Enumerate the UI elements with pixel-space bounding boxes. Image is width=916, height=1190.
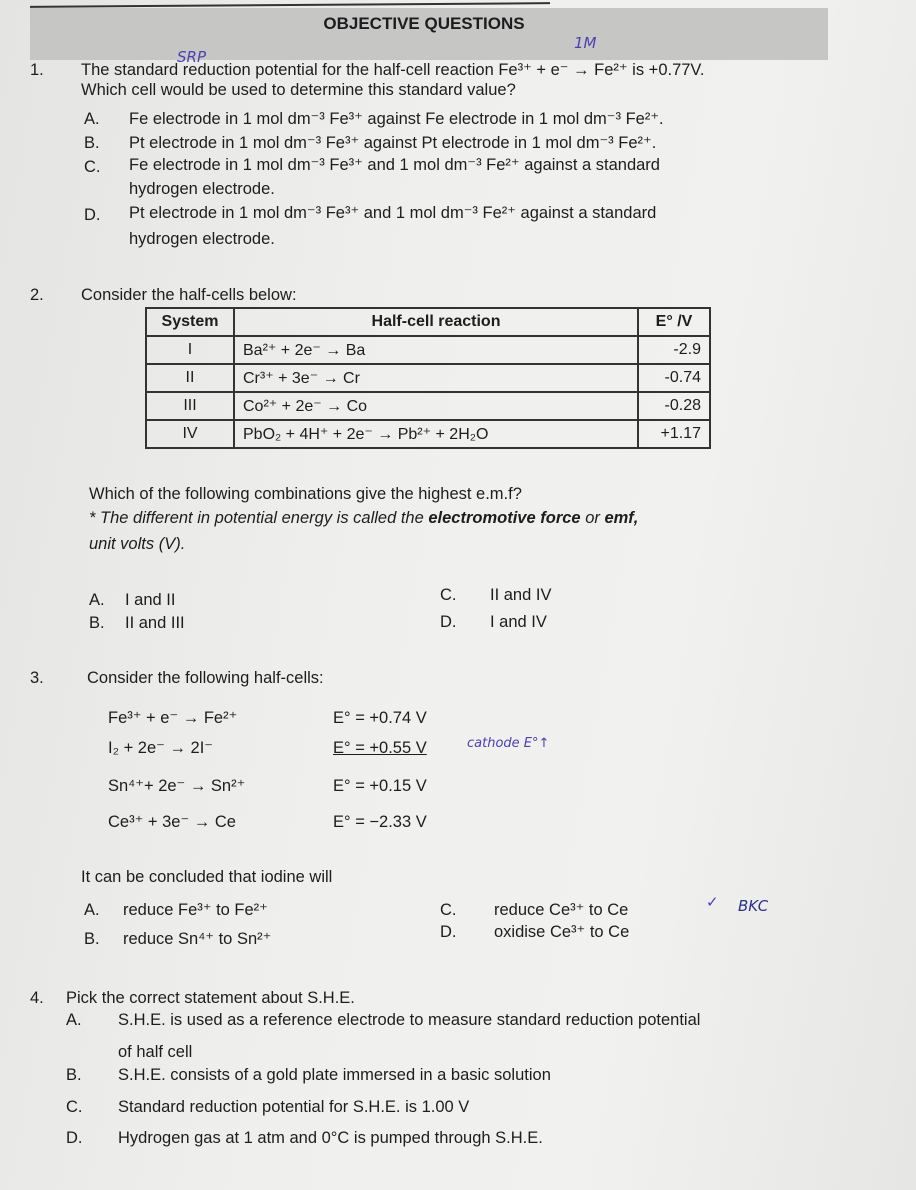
- q4-option-d: Hydrogen gas at 1 atm and 0°C is pumped through S.H.E.: [118, 1129, 543, 1147]
- q4-option-c-letter: C.: [66, 1098, 83, 1116]
- cell-system: III: [146, 392, 234, 420]
- note-text: * The different in potential energy is called the: [89, 509, 429, 527]
- handwritten-note-cathode: cathode E°↑: [467, 736, 550, 751]
- table-row: [146, 420, 710, 448]
- q3-eq-1: Fe³⁺ + e⁻ → Fe²⁺: [108, 709, 238, 727]
- q2-option-a: I and II: [125, 591, 176, 609]
- q3-option-c: reduce Ce³⁺ to Ce: [494, 901, 629, 919]
- q3-question: It can be concluded that iodine will: [81, 868, 333, 886]
- cell-reaction: PbO₂ + 4H⁺ + 2e⁻ → Pb²⁺ + 2H₂O: [234, 420, 638, 448]
- q2-option-d: I and IV: [490, 613, 547, 631]
- q4-option-a: S.H.E. is used as a reference electrode to measure standard reduction potential: [118, 1011, 701, 1029]
- q3-option-d-letter: D.: [440, 923, 457, 941]
- q4-option-c: Standard reduction potential for S.H.E. is 1.00 V: [118, 1098, 470, 1116]
- half-cell-table: [145, 307, 711, 449]
- q1-option-a-letter: A.: [84, 110, 100, 128]
- handwritten-note-srp: SRP: [177, 48, 206, 66]
- q1-option-c-2: hydrogen electrode.: [129, 180, 275, 198]
- q3-option-c-letter: C.: [440, 901, 457, 919]
- cell-reaction: Co²⁺ + 2e⁻ → Co: [234, 392, 638, 420]
- cell-potential: +1.17: [638, 420, 710, 448]
- q2-option-c: II and IV: [490, 586, 552, 604]
- q2-option-b: II and III: [125, 614, 185, 632]
- q4-intro: Pick the correct statement about S.H.E.: [66, 989, 355, 1007]
- q3-option-a-letter: A.: [84, 901, 100, 919]
- table-row: [146, 336, 710, 364]
- q3-option-b-letter: B.: [84, 930, 100, 948]
- table-header-row: [146, 308, 710, 336]
- q1-option-c-letter: C.: [84, 158, 101, 176]
- q3-eq-2-potential: E° = +0.55 V: [333, 739, 427, 757]
- cell-reaction: Cr³⁺ + 3e⁻ → Cr: [234, 364, 638, 392]
- q2-number: 2.: [30, 286, 44, 304]
- q3-eq-3-potential: E° = +0.15 V: [333, 777, 427, 795]
- header-reaction: Half-cell reaction: [234, 308, 638, 336]
- table-row: [146, 364, 710, 392]
- handwritten-note-bkc: BKC: [738, 897, 769, 915]
- q2-note-2: unit volts (V).: [89, 535, 186, 553]
- q1-option-d-2: hydrogen electrode.: [129, 230, 275, 248]
- q4-option-d-letter: D.: [66, 1129, 83, 1147]
- q2-note: [89, 508, 638, 528]
- q3-eq-1-potential: E° = +0.74 V: [333, 709, 427, 727]
- q1-option-d-letter: D.: [84, 206, 101, 224]
- q3-intro: Consider the following half-cells:: [87, 669, 324, 687]
- cell-system: IV: [146, 420, 234, 448]
- handwritten-note-1m: 1M: [574, 34, 597, 52]
- note-bold: emf,: [604, 509, 639, 527]
- q1-option-b-letter: B.: [84, 134, 100, 152]
- q1-option-d: Pt electrode in 1 mol dm⁻³ Fe³⁺ and 1 mol dm⁻³ Fe²⁺ against a standard: [129, 204, 657, 222]
- q1-number: 1.: [30, 61, 44, 79]
- cell-potential: -0.28: [638, 392, 710, 420]
- q3-eq-4: Ce³⁺ + 3e⁻ → Ce: [108, 813, 236, 831]
- q4-option-a-2: of half cell: [118, 1043, 193, 1061]
- q1-option-b: Pt electrode in 1 mol dm⁻³ Fe³⁺ against Pt electrode in 1 mol dm⁻³ Fe²⁺.: [129, 134, 657, 152]
- q3-number: 3.: [30, 669, 44, 687]
- q2-option-a-letter: A.: [89, 591, 105, 609]
- q1-option-a: Fe electrode in 1 mol dm⁻³ Fe³⁺ against Fe electrode in 1 mol dm⁻³ Fe²⁺.: [129, 110, 664, 128]
- q4-number: 4.: [30, 989, 44, 1007]
- q3-option-b: reduce Sn⁴⁺ to Sn²⁺: [123, 930, 272, 948]
- q1-stem: The standard reduction potential for the half-cell reaction Fe³⁺ + e⁻ → Fe²⁺ is +0.77V.: [81, 61, 705, 79]
- q3-option-d: oxidise Ce³⁺ to Ce: [494, 923, 630, 941]
- top-rule: [30, 2, 550, 8]
- table-row: [146, 392, 710, 420]
- q1-stem-2: Which cell would be used to determine this standard value?: [81, 81, 516, 99]
- q3-eq-4-potential: E° = −2.33 V: [333, 813, 427, 831]
- q2-option-b-letter: B.: [89, 614, 105, 632]
- page-title: OBJECTIVE QUESTIONS: [323, 14, 525, 33]
- cell-potential: -2.9: [638, 336, 710, 364]
- q3-option-a: reduce Fe³⁺ to Fe²⁺: [123, 901, 268, 919]
- header-e: E° /V: [638, 308, 710, 336]
- q3-eq-3: Sn⁴⁺+ 2e⁻ → Sn²⁺: [108, 777, 246, 795]
- header-system: System: [146, 308, 234, 336]
- q3-eq-2: I₂ + 2e⁻ → 2I⁻: [108, 739, 213, 757]
- q4-option-b-letter: B.: [66, 1066, 82, 1084]
- q4-option-a-letter: A.: [66, 1011, 82, 1029]
- q2-question: Which of the following combinations give the highest e.m.f?: [89, 485, 522, 503]
- q2-intro: Consider the half-cells below:: [81, 286, 297, 304]
- q2-option-d-letter: D.: [440, 613, 457, 631]
- q1-option-c: Fe electrode in 1 mol dm⁻³ Fe³⁺ and 1 mol dm⁻³ Fe²⁺ against a standard: [129, 156, 660, 174]
- cell-reaction: Ba²⁺ + 2e⁻ → Ba: [234, 336, 638, 364]
- q2-option-c-letter: C.: [440, 586, 457, 604]
- q4-option-b: S.H.E. consists of a gold plate immersed in a basic solution: [118, 1066, 551, 1084]
- cell-system: I: [146, 336, 234, 364]
- cell-system: II: [146, 364, 234, 392]
- cell-potential: -0.74: [638, 364, 710, 392]
- handwritten-tick: ✓: [706, 893, 719, 911]
- note-text: or: [580, 509, 605, 527]
- note-bold: electromotive force: [428, 509, 581, 527]
